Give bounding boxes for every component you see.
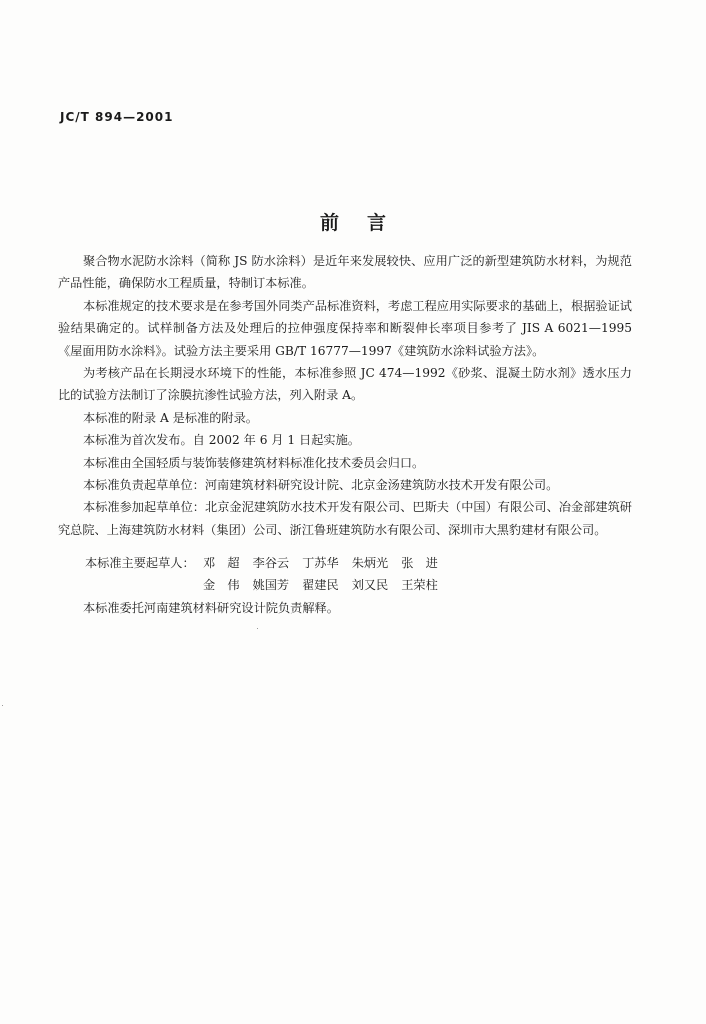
closing-paragraph	[58, 597, 632, 619]
drafter-name: 朱炳光	[351, 556, 389, 570]
drafters-label: 本标准主要起草人：	[85, 556, 195, 570]
drafter-name: 李谷云	[252, 556, 290, 570]
foreword-heading: 前言	[319, 212, 414, 234]
drafter-name: 刘又民	[351, 578, 389, 593]
scan-speck	[2, 705, 3, 706]
drafter-name: 邓 超	[203, 556, 240, 570]
paragraph-technical-basis: 本标准规定的技术要求是在参考国外同类产品标准资料，考虑工程应用实际要求的基础上，根据验证试验结果确定的。试样制备方法及处理后的拉伸强度保持率和断裂伸长率项目参考了 JIS A 6021—1995《屋面用防水涂料》。试验方法主要采用 GB/T 16777—1997《建筑防水涂料试验方法》。	[58, 298, 632, 358]
drafter-name: 丁苏华	[302, 556, 339, 570]
paragraph-test-method: 为考核产品在长期浸水环境下的性能，本标准参照 JC 474—1992《砂浆、混凝土防水剂》透水压力比的试验方法制订了涂膜抗渗性试验方法，列入附录 A。	[58, 366, 632, 403]
paragraph-lead-drafting-units: 本标准负责起草单位：河南建筑材料研究设计院、北京金汤建筑防水技术开发有限公司。	[83, 478, 559, 493]
paragraph-interpretation: 本标准委托河南建筑材料研究设计院负责解释。	[83, 601, 339, 615]
paragraph-committee: 本标准由全国轻质与装饰装修建筑材料标准化技术委员会归口。	[83, 455, 425, 470]
drafter-name: 姚国芳	[252, 578, 290, 593]
drafter-name: 翟建民	[302, 578, 339, 593]
foreword-body	[58, 250, 632, 541]
drafters-row-2	[85, 574, 451, 596]
main-drafters	[85, 552, 451, 597]
drafters-row-1	[85, 552, 451, 574]
paragraph-intro: 聚合物水泥防水涂料（简称 JS 防水涂料）是近年来发展较快、应用广泛的新型建筑防水材料，为规范产品性能，确保防水工程质量，特制订本标准。	[58, 254, 632, 291]
drafter-name: 张 进	[401, 556, 438, 570]
paragraph-issue-date: 本标准为首次发布。自 2002 年 6 月 1 日起实施。	[83, 433, 360, 448]
paragraph-appendix-note: 本标准的附录 A 是标准的附录。	[83, 410, 258, 425]
drafter-name: 金 伟	[203, 578, 240, 593]
paragraph-participating-units: 本标准参加起草单位：北京金泥建筑防水技术开发有限公司、巴斯夫（中国）有限公司、冶金部建筑研究总院、上海建筑防水材料（集团）公司、浙江鲁班建筑防水有限公司、深圳市大黑豹建材有限公司。	[58, 500, 632, 537]
drafter-name: 王荣柱	[401, 578, 438, 593]
document-code: JC/T 894—2001	[60, 110, 174, 124]
scan-speck	[257, 628, 258, 629]
